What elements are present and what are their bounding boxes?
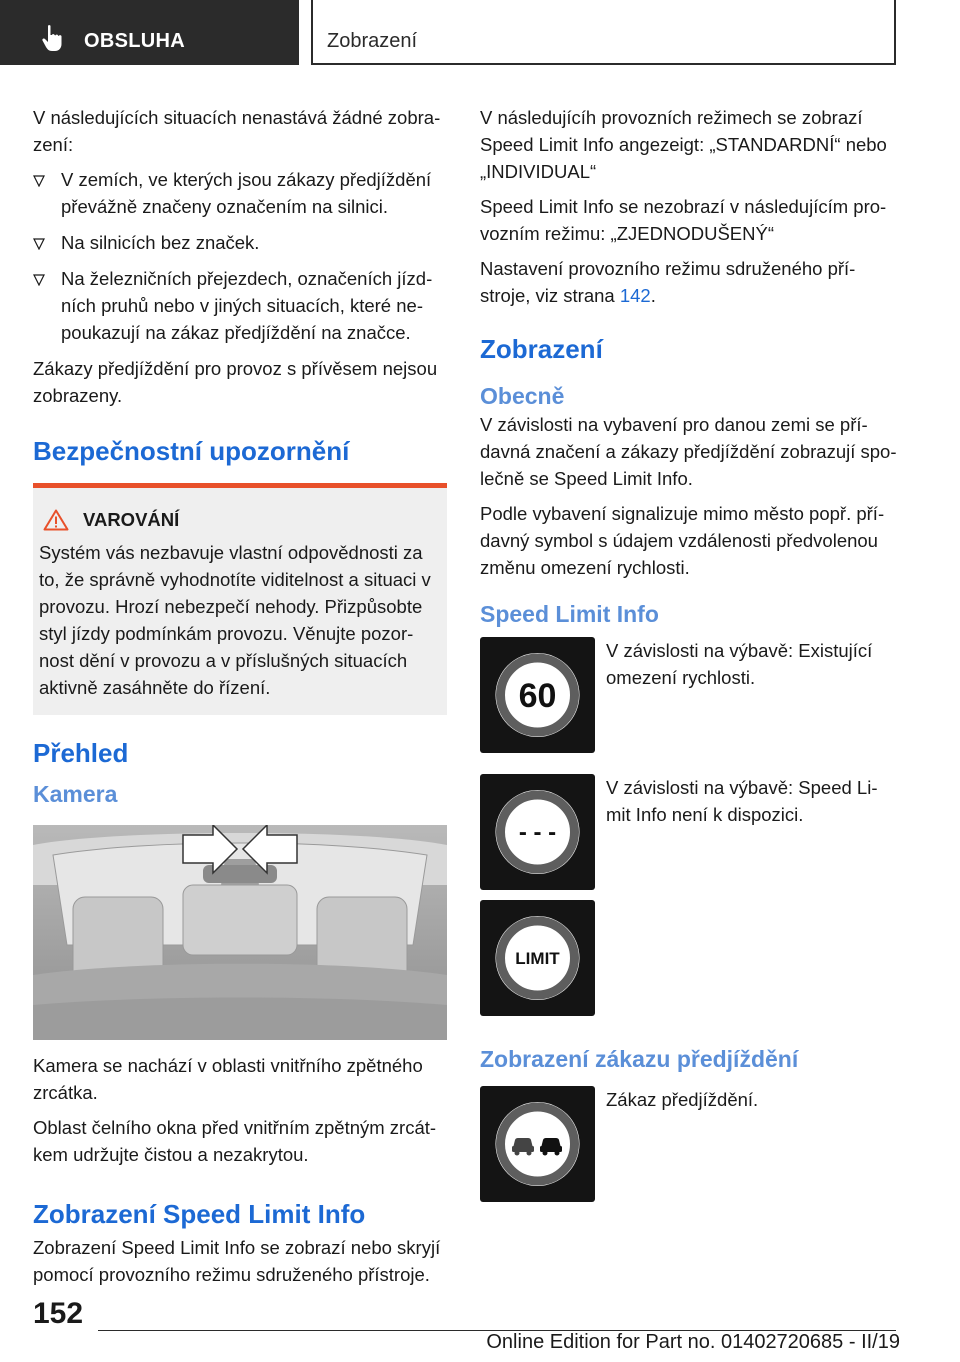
warning-box <box>33 483 447 715</box>
warning-title-row <box>43 506 439 533</box>
edition-note: Online Edition for Part no. 01402720685 - II/19 <box>486 1331 900 1353</box>
sign-text-not-available: V závislosti na výbavě: Speed Li-mit Info není k dispozici. <box>606 777 878 825</box>
list-item: Na silnicích bez značek. <box>33 229 447 256</box>
warning-title: VAROVÁNÍ <box>83 509 180 530</box>
speed-limit-unavailable-sign-icon <box>480 774 595 890</box>
sign-item-speed-limit <box>480 637 900 753</box>
general-heading: Obecně <box>480 383 565 409</box>
triangle-bullet-icon <box>33 274 45 286</box>
trailer-note: Zákazy předjíždění pro provoz s přívěsem nejsou zobrazeny. <box>33 358 438 406</box>
overtaking-heading: Zobrazení zákazu předjíždění <box>480 1046 799 1072</box>
general-text-2: Podle vybavení signalizuje mimo město popř. pří-davný symbol s údajem vzdálenosti předvolenou změnu omezení rychlosti. <box>480 503 885 578</box>
car-interior-camera-image <box>33 825 447 1040</box>
hand-pointer-icon <box>40 24 64 52</box>
situation-list <box>33 166 447 346</box>
triangle-bullet-icon <box>33 175 45 187</box>
no-overtaking-sign-icon <box>480 1086 595 1202</box>
sign-item-not-available <box>480 774 900 890</box>
general-text-1: V závislosti na vybavení pro danou zemi se pří-davná značení a zákazy předjíždění zobrazují spo-lečně se Speed Limit Info. <box>480 414 897 489</box>
display-heading: Zobrazení <box>480 334 603 364</box>
sign-item-no-overtaking <box>480 1086 900 1202</box>
header-section-tab <box>0 0 299 65</box>
speed-limit-value: 60 <box>518 677 557 715</box>
intro-paragraph: V následujících situacích nenastává žádné zobra-zení: <box>33 107 441 155</box>
page-reference-link[interactable]: 142 <box>619 285 651 306</box>
list-item: V zemích, ve kterých jsou zákazy předjíždění převážně značeny označením na silnici. <box>33 166 447 220</box>
right-column <box>480 104 900 1202</box>
header-chapter-box <box>311 0 896 65</box>
mode-setting-text: Nastavení provozního režimu sdruženého pří-stroje, viz strana 142. <box>480 258 856 306</box>
sign-text-speed-limit: V závislosti na výbavě: Existující omezení rychlosti. <box>606 640 873 688</box>
overview-heading: Přehled <box>33 738 129 768</box>
list-item: Na železničních přejezdech, označeních jízd-ních pruhů nebo v jiných situacích, které ne-poukazují na zákaz předjíždění na značce. <box>33 265 447 346</box>
sli-display-heading: Zobrazení Speed Limit Info <box>33 1199 366 1229</box>
camera-location-text: Kamera se nachází v oblasti vnitřního zpětného zrcátka. <box>33 1055 423 1103</box>
limit-sign-icon <box>480 900 595 1016</box>
sli-heading: Speed Limit Info <box>480 601 659 627</box>
modes-hidden-text: Speed Limit Info se nezobrazí v následujícím pro-vozním režimu: „ZJEDNODUŠENÝ“ <box>480 196 887 244</box>
header-chapter-title: Zobrazení <box>327 30 418 52</box>
speed-limit-sign-icon <box>480 637 595 753</box>
sign-text-no-overtaking: Zákaz předjíždění. <box>606 1089 759 1110</box>
modes-shown-text: V následujícíh provozních režimech se zobrazí Speed Limit Info angezeigt: „STANDARDNÍ“ nebo „INDIVIDUAL“ <box>480 107 887 182</box>
triangle-bullet-icon <box>33 238 45 250</box>
left-column <box>33 104 447 1296</box>
camera-heading: Kamera <box>33 781 118 807</box>
sign-item-limit <box>480 900 900 1016</box>
header-section-title: OBSLUHA <box>84 30 185 52</box>
page-number: 152 <box>33 1297 84 1330</box>
camera-care-text: Oblast čelního okna před vnitřním zpětným zrcát-kem udržujte čistou a nezakrytou. <box>33 1117 437 1165</box>
warning-triangle-icon <box>43 509 69 531</box>
safety-heading: Bezpečnostní upozornění <box>33 436 350 466</box>
unavailable-value: - - - <box>518 819 557 846</box>
limit-label: LIMIT <box>515 949 560 968</box>
warning-text: Systém vás nezbavuje vlastní odpovědnosti za to, že správně vyhodnotíte viditelnost a situaci v provozu. Hrozí nebezpečí nehody. Přizpůsobte styl jízdy podmínkám provozu. Věnujte pozor-nost dění v provozu a v příslušných situacích aktivně zasáhněte do řízení. <box>39 542 431 698</box>
sli-display-text: Zobrazení Speed Limit Info se zobrazí nebo skryjí pomocí provozního režimu sdruženého přístroje. <box>33 1237 441 1285</box>
